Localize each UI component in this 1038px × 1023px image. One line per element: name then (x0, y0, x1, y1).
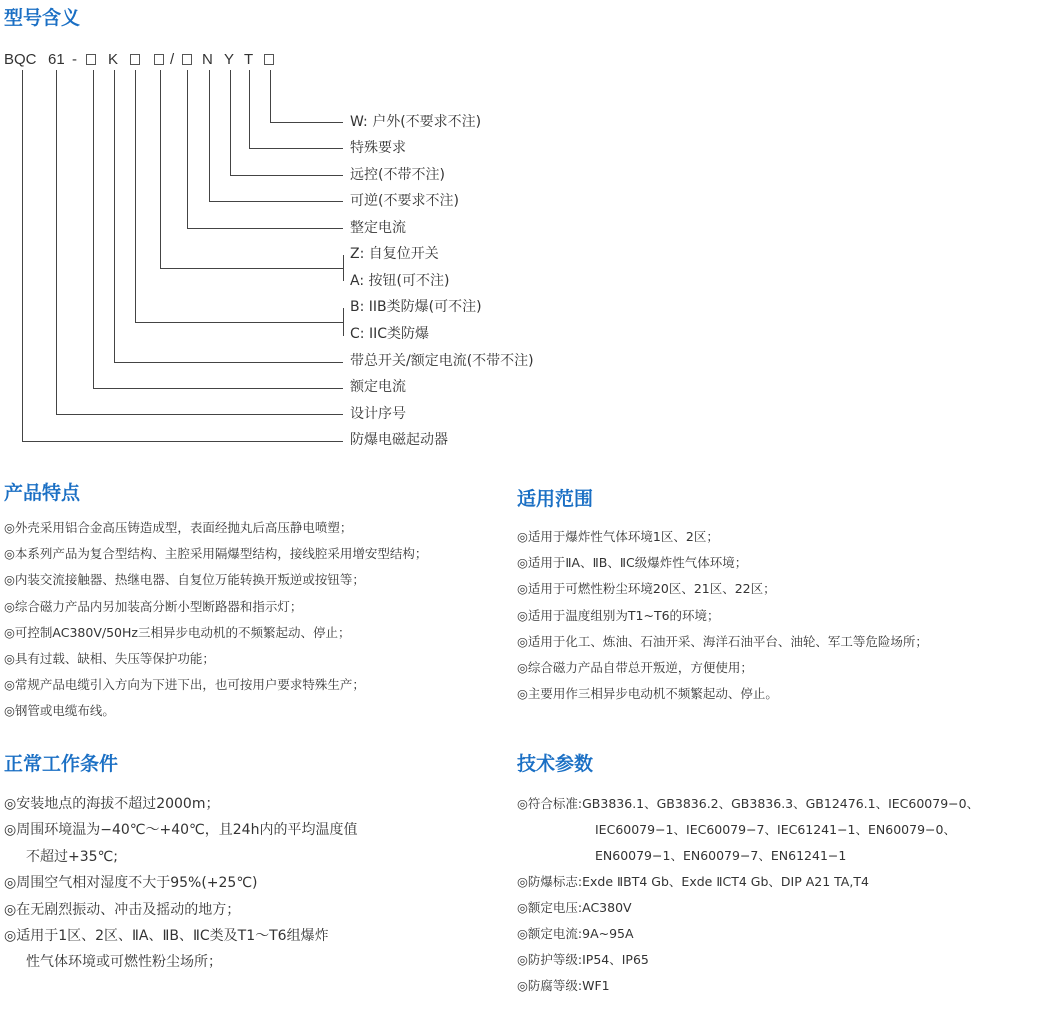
list-item: ◎适用于1区、2区、ⅡA、ⅡB、ⅡC类及T1～T6组爆炸 (4, 927, 329, 944)
legend-explosion-proof-starter: 防爆电磁起动器 (350, 432, 448, 448)
list-item: ◎防腐等级:WF1 (517, 978, 610, 993)
list-item: ◎可控制AC380V/50Hz三相异步电动机的不频繁起动、停止； (4, 624, 351, 640)
legend-setting-current: 整定电流 (350, 220, 406, 236)
scope-heading: 适用范围 (517, 488, 594, 510)
list-item: ◎综合磁力产品自带总开叛逆，方便使用； (517, 659, 753, 675)
list-item: ◎内装交流接触器、热继电器、自复位万能转换开叛逆或按钮等； (4, 572, 365, 588)
list-item: ◎在无剧烈振动、冲击及摇动的地方； (4, 901, 241, 918)
list-item: ◎适用于ⅡA、ⅡB、ⅡC级爆炸性气体环境； (517, 555, 748, 571)
model-bracket-lines (0, 0, 1038, 460)
legend-self-reset-switch: Z: 自复位开关 (350, 246, 439, 262)
list-item-continued: IEC60079−1、IEC60079−7、IEC61241−1、EN60079−0、 (595, 822, 956, 837)
list-item: ◎本系列产品为复合型结构、主腔采用隔爆型结构，接线腔采用增安型结构； (4, 546, 428, 562)
legend-iic-explosion: C: IIC类防爆 (350, 326, 429, 342)
list-item: ◎常规产品电缆引入方向为下进下出，也可按用户要求特殊生产； (4, 677, 365, 693)
model-n: N (202, 51, 213, 68)
list-item-continued: EN60079−1、EN60079−7、EN61241−1 (595, 848, 847, 863)
legend-rated-current: 额定电流 (350, 379, 406, 395)
model-prefix: BQC (4, 51, 37, 68)
list-item: ◎适用于温度组别为T1~T6的环境； (517, 607, 720, 623)
tech-list (517, 795, 979, 1003)
legend-special-requirement: 特殊要求 (350, 140, 406, 156)
list-item-continued: 不超过+35℃; (26, 848, 118, 865)
list-item: ◎额定电压:AC380V (517, 900, 632, 915)
model-y: Y (224, 51, 235, 68)
legend-remote-control: 远控(不带不注) (350, 167, 445, 183)
list-item: ◎安装地点的海拔不超过2000m； (4, 796, 220, 812)
list-item: ◎外壳采用铝合金高压铸造成型，表面经抛丸后高压静电喷塑； (4, 520, 353, 535)
list-item-continued: 性气体环境或可燃性粉尘场所； (26, 954, 222, 971)
model-series: 61 (48, 51, 65, 68)
features-list (4, 519, 427, 729)
model-k: K (108, 51, 119, 68)
scope-list (517, 528, 928, 711)
list-item: ◎额定电流:9A~95A (517, 926, 634, 941)
list-item: ◎具有过载、缺相、失压等保护功能； (4, 650, 215, 666)
legend-button: A: 按钮(可不注) (350, 273, 450, 289)
tech-heading: 技术参数 (517, 753, 594, 775)
list-item: ◎钢管或电缆布线。 (4, 703, 115, 719)
list-item: ◎综合磁力产品内另加装高分断小型断路器和指示灯； (4, 598, 303, 614)
list-item: ◎周围环境温为−40℃～+40℃，且24h内的平均温度值 (4, 822, 358, 839)
features-heading: 产品特点 (4, 482, 81, 504)
list-item: ◎适用于爆炸性气体环境1区、2区； (517, 529, 719, 544)
legend-main-switch: 带总开关/额定电流(不带不注) (350, 353, 534, 369)
conditions-list (4, 795, 357, 980)
legend-outdoor: W: 户外(不要求不注) (350, 114, 482, 130)
model-t: T (244, 51, 254, 68)
list-item: ◎适用于化工、炼油、石油开采、海洋石油平台、油轮、军工等危险场所； (517, 633, 928, 649)
list-item: ◎周围空气相对湿度不大于95%(+25℃) (4, 875, 258, 892)
list-item: ◎主要用作三相异步电动机不频繁起动、停止。 (517, 686, 778, 702)
conditions-heading: 正常工作条件 (4, 753, 119, 775)
model-meaning-heading: 型号含义 (4, 7, 81, 29)
list-item: ◎适用于可燃性粉尘环境20区、21区、22区； (517, 581, 776, 597)
legend-iib-explosion: B: IIB类防爆(可不注) (350, 299, 482, 315)
list-item: ◎防爆标志:Exde ⅡBT4 Gb、Exde ⅡCT4 Gb、DIP A21 TA,T4 (517, 874, 869, 889)
legend-design-number: 设计序号 (350, 406, 406, 422)
list-item: ◎防护等级:IP54、IP65 (517, 952, 649, 967)
list-item: ◎符合标准:GB3836.1、GB3836.2、GB3836.3、GB12476.1、IEC60079−0、 (517, 796, 980, 811)
legend-reversible: 可逆(不要求不注) (350, 193, 459, 209)
model-slash: / (170, 51, 175, 68)
model-dash: - (72, 51, 77, 68)
